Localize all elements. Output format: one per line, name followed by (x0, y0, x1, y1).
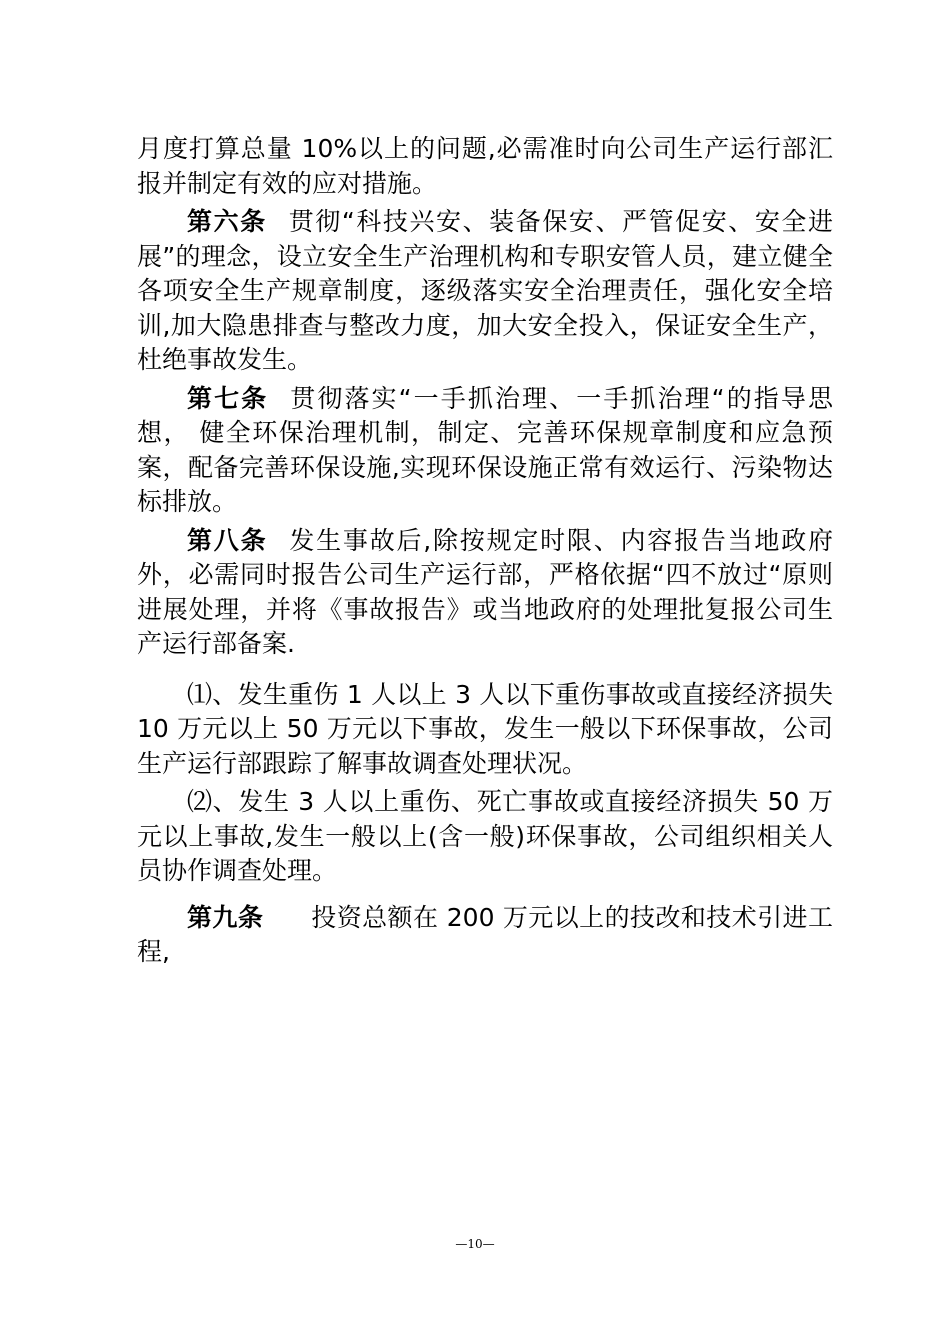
article-6-heading: 第六条 (187, 207, 267, 236)
article-7-text: 贯彻落实“一手抓治理、一手抓治理“的指导思想， 健全环保治理机制，制定、完善环保规章制度和应急预案，配备完善环保设施,实现环保设施正常有效运行、污染物达标排放。 (137, 383, 833, 516)
article-8-heading: 第八条 (187, 525, 268, 555)
article-6 (137, 205, 833, 378)
intro-paragraph: 月度打算总量 10%以上的问题,必需准时向公司生产运行部汇报并制定有效的应对措施。 (137, 134, 833, 198)
article-9-text: 投资总额在 200 万元以上的技改和技术引进工程, (137, 902, 833, 966)
article-7 (137, 382, 833, 520)
page-number: —10— (455, 1237, 495, 1251)
article-6-text: 贯彻“科技兴安、装备保安、严管促安、安全进展”的理念，设立安全生产治理机构和专职安管人员，建立健全各项安全生产规章制度，逐级落实安全治理责任，强化安全培训,加大隐患排查与整改力度，加大安全投入，保证安全生产，杜绝事故发生。 (137, 207, 833, 374)
article-7-heading: 第七条 (187, 383, 269, 413)
sub-item-1: ⑴、发生重伤 1 人以上 3 人以下重伤事故或直接经济损失 10 万元以上 50 万元以下事故，发生一般以下环保事故，公司生产运行部跟踪了解事故调查处理状况。 (137, 679, 833, 778)
article-8-text: 发生事故后,除按规定时限、内容报告当地政府外，必需同时报告公司生产运行部，严格依据“四不放过“原则进展处理，并将《事故报告》或当地政府的处理批复报公司生产运行部备案. (137, 525, 833, 658)
article-8 (137, 524, 833, 662)
sub-item-2: ⑵、发生 3 人以上重伤、死亡事故或直接经济损失 50 万元以上事故,发生一般以上(含一般)环保事故，公司组织相关人员协作调查处理。 (137, 787, 833, 885)
article-9 (137, 901, 833, 970)
document-body (137, 132, 833, 970)
article-9-heading: 第九条 (187, 902, 264, 932)
